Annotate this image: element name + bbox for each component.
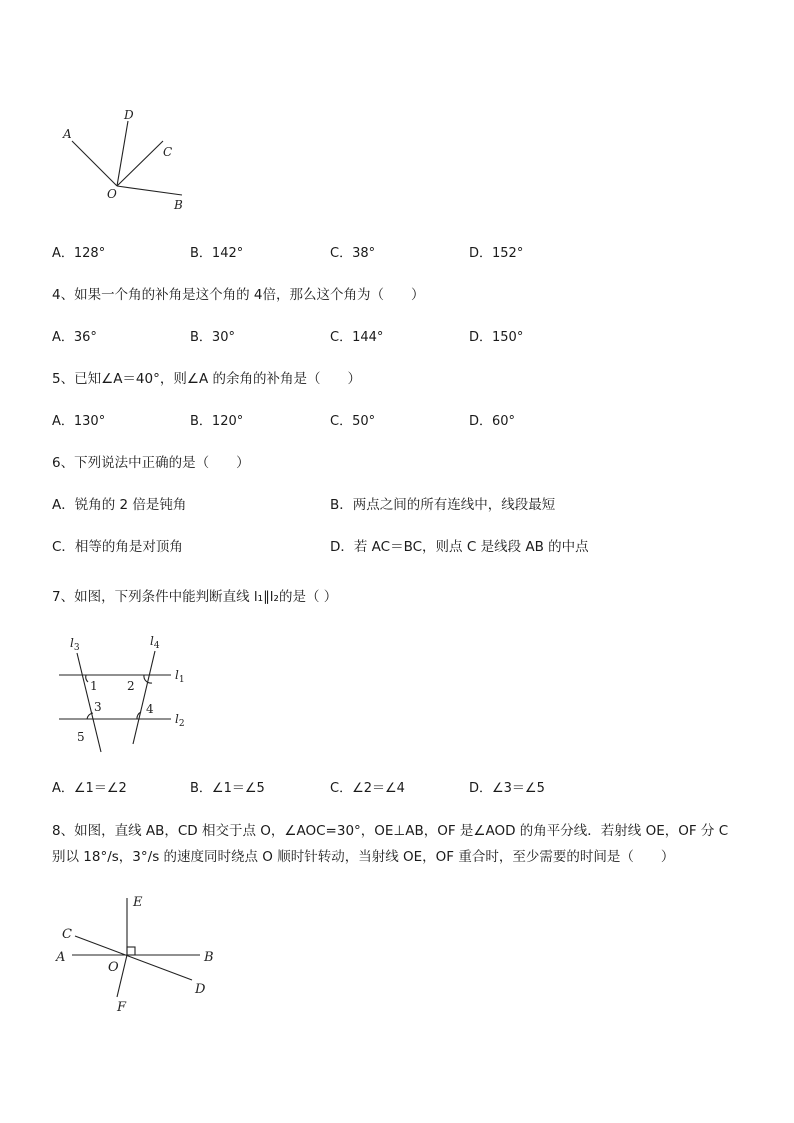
q7-option-c: C．∠2＝∠4 xyxy=(330,781,405,796)
angle-1-label: 1 xyxy=(90,679,98,693)
label-l1-sub: 1 xyxy=(178,675,185,685)
q3-option-d: D．152° xyxy=(469,246,524,261)
q8-stem-line1: 8、如图，直线 AB，CD 相交于点 O，∠AOC=30°，OE⊥AB，OF 是∠AOD 的角平分线．若射线 OE，OF 分 C xyxy=(52,823,729,839)
label-A: A xyxy=(63,127,72,141)
q4-option-d: D．150° xyxy=(469,330,524,345)
q4-option-b: B．30° xyxy=(190,330,235,345)
q6-option-d: D．若 AC＝BC，则点 C 是线段 AB 的中点 xyxy=(330,539,589,555)
q3-option-c: C．38° xyxy=(330,246,376,261)
q7-option-d: D．∠3＝∠5 xyxy=(469,781,545,796)
label-l3-sub: 3 xyxy=(73,643,80,653)
label-B: B xyxy=(174,198,183,212)
label-D: D xyxy=(124,108,134,122)
q5-option-c: C．50° xyxy=(330,414,376,429)
q8-stem-line2: 别以 18°/s，3°/s 的速度同时绕点 O 顺时针转动，当射线 OE，OF 重合时，至少需要的时间是（ ） xyxy=(52,849,675,865)
q6-stem: 6、下列说法中正确的是（ ） xyxy=(52,455,250,471)
label-C: C xyxy=(163,145,173,159)
label-l4-sub: 4 xyxy=(153,641,160,651)
q5-option-d: D．60° xyxy=(469,414,516,429)
label-O: O xyxy=(107,187,117,201)
q3-option-b: B．142° xyxy=(190,246,244,261)
label-C: C xyxy=(62,927,72,942)
q6-option-c: C．相等的角是对顶角 xyxy=(52,539,183,555)
q5-option-b: B．120° xyxy=(190,414,244,429)
label-A: A xyxy=(56,950,66,965)
q7-option-a: A．∠1＝∠2 xyxy=(52,781,127,796)
angle-5-label: 5 xyxy=(77,730,85,744)
q7-option-b: B．∠1＝∠5 xyxy=(190,781,265,796)
q4-stem: 4、如果一个角的补角是这个角的 4倍，那么这个角为（ ） xyxy=(52,287,425,303)
q4-option-c: C．144° xyxy=(330,330,384,345)
angle-2-label: 2 xyxy=(127,679,135,693)
angle-4-label: 4 xyxy=(146,702,154,716)
svg-text:l3: $l_3$ xyxy=(70,636,80,653)
q5-option-a: A．130° xyxy=(52,414,106,429)
angle-3-label: 3 xyxy=(94,700,102,714)
q4-option-a: A．36° xyxy=(52,330,97,345)
q5-stem: 5、已知∠A＝40°，则∠A 的余角的补角是（ ） xyxy=(52,371,361,387)
q3-option-a: A．128° xyxy=(52,246,106,261)
q7-stem: 7、如图，下列条件中能判断直线 l₁∥l₂的是（ ） xyxy=(52,589,338,605)
label-F: F xyxy=(117,1000,127,1015)
label-E: E xyxy=(133,895,143,910)
label-O: O xyxy=(108,960,119,975)
q6-option-b: B．两点之间的所有连线中，线段最短 xyxy=(330,497,556,513)
label-l2-sub: 2 xyxy=(178,719,185,729)
label-B: B xyxy=(204,950,214,965)
svg-text:l2: $l_2$ xyxy=(175,712,185,729)
svg-text:l4: $l_4$ xyxy=(150,634,160,651)
label-D: D xyxy=(195,982,206,997)
q6-option-a: A．锐角的 2 倍是钝角 xyxy=(52,497,187,513)
svg-text:l1: $l_1$ xyxy=(175,668,185,685)
